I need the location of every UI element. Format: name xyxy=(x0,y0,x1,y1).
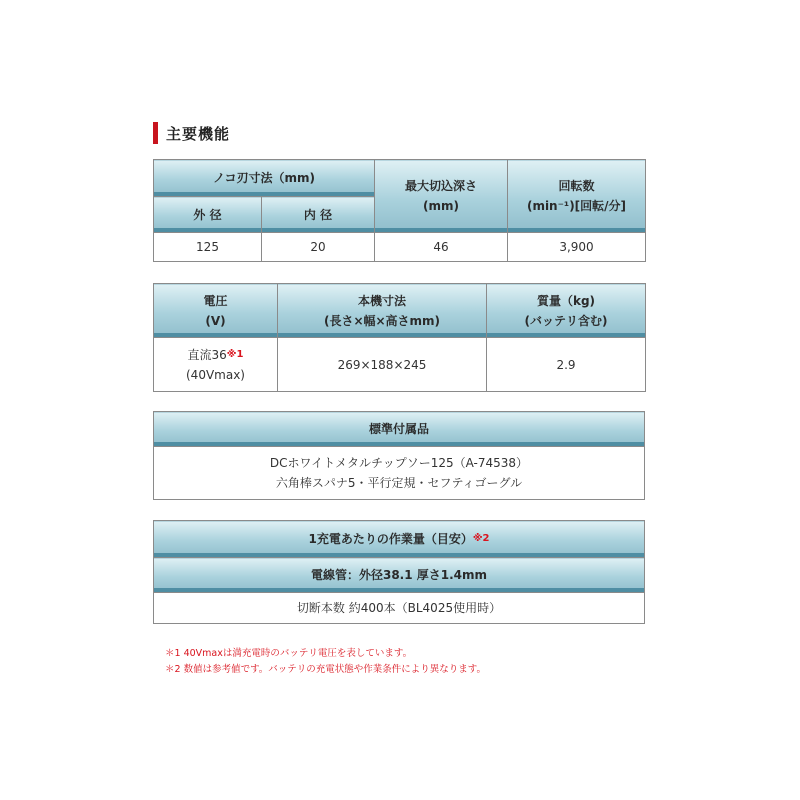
accessories-list: DCホワイトメタルチップソー125（A-74538） 六角棒スパナ5・平行定規・セフティゴーグル xyxy=(154,447,645,500)
footnote-1: ＊1 40Vmaxは満充電時のバッテリ電圧を表しています。 xyxy=(165,648,413,659)
note-mark-2: ※2 xyxy=(472,533,490,544)
outer-diameter-header: 外 径 xyxy=(154,197,262,233)
outer-diameter-value: 125 xyxy=(154,233,262,262)
blade-spec-table xyxy=(153,159,646,262)
dimensions-header: 本機寸法 (長さ×幅×高さmm) xyxy=(278,284,487,338)
inner-diameter-value: 20 xyxy=(262,233,375,262)
dimensions-value: 269×188×245 xyxy=(278,338,487,392)
rpm-header: 回転数 (min⁻¹)[回転/分] xyxy=(508,160,646,233)
body-spec-table xyxy=(153,283,646,392)
work-capacity-table xyxy=(153,520,645,624)
voltage-header: 電圧 (V) xyxy=(154,284,278,338)
weight-header: 質量（kg) (バッテリ含む) xyxy=(487,284,646,338)
title-accent-bar xyxy=(153,122,158,144)
section-title-text: 主要機能 xyxy=(166,124,231,143)
footnote-2: ＊2 数値は参考値です。バッテリの充電状態や作業条件により異なります。 xyxy=(165,664,487,675)
max-depth-value: 46 xyxy=(375,233,508,262)
conduit-spec-header: 電線管：外径38.1 厚さ1.4mm xyxy=(154,558,645,593)
work-capacity-header: 1充電あたりの作業量（目安）$^{※2}$ xyxy=(154,521,645,558)
rpm-value: 3,900 xyxy=(508,233,646,262)
accessories-header: 標準付属品 xyxy=(154,412,645,447)
footnotes xyxy=(165,646,486,678)
section-title xyxy=(153,122,230,144)
inner-diameter-header: 内 径 xyxy=(262,197,375,233)
note-mark-1: ※1 xyxy=(226,348,244,360)
weight-value: 2.9 xyxy=(487,338,646,392)
accessories-table xyxy=(153,411,645,500)
voltage-value: 直流36$^{※1}$ (40Vmax) xyxy=(154,338,278,392)
blade-size-header: ノコ刃寸法（mm) xyxy=(154,160,375,197)
cut-count-value: 切断本数 約400本（BL4025使用時） xyxy=(154,593,645,624)
max-depth-header: 最大切込深さ (mm) xyxy=(375,160,508,233)
